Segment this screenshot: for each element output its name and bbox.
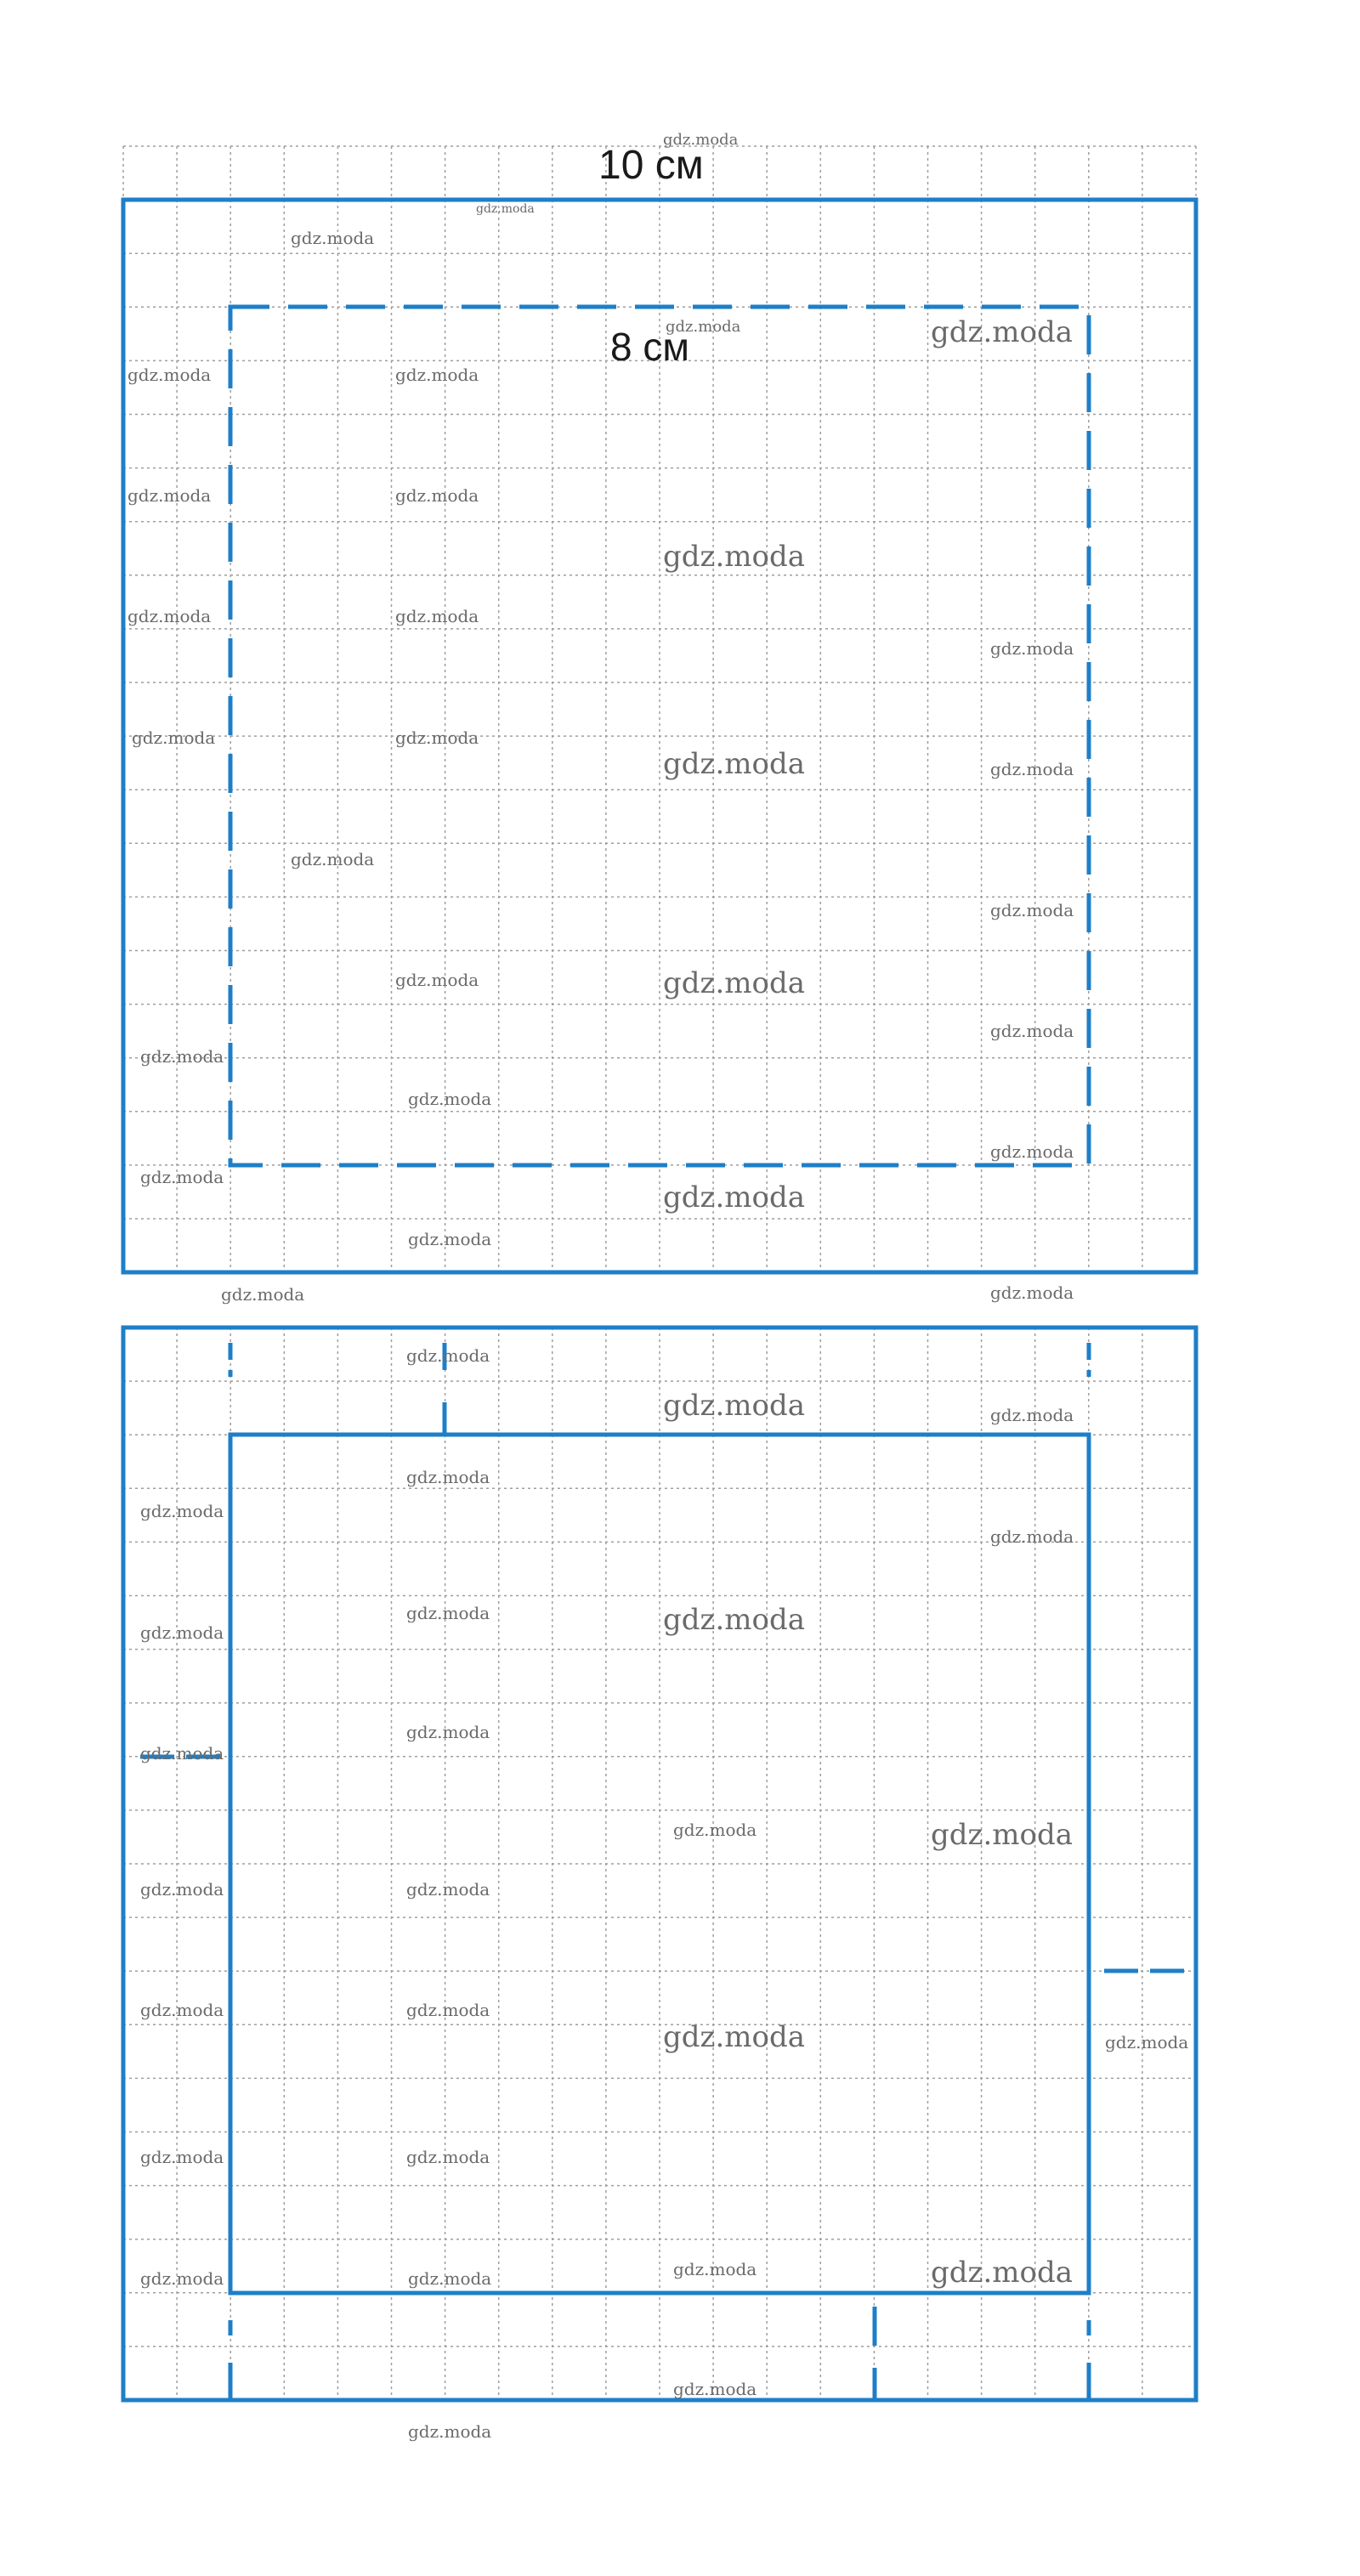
- watermark-text: gdz.moda: [663, 1180, 805, 1214]
- watermark-text: gdz.moda: [663, 966, 805, 1000]
- watermark-text: gdz.moda: [663, 1603, 805, 1637]
- watermark-text: gdz.moda: [140, 1501, 224, 1521]
- watermark-text: gdz.moda: [406, 1603, 490, 1623]
- watermark-text: gdz.moda: [663, 540, 805, 574]
- watermark-text: gdz.moda: [990, 1282, 1074, 1303]
- watermark-text: gdz.moda: [1105, 2032, 1189, 2052]
- watermark-text: gdz.moda: [408, 2268, 492, 2289]
- watermark-text: gdz.moda: [395, 606, 479, 626]
- watermark-text: gdz.moda: [395, 728, 479, 748]
- watermark-text: gdz.moda: [673, 1820, 757, 1840]
- outer-side-label: 10 см: [598, 143, 704, 188]
- watermark-text: gdz.moda: [128, 485, 212, 506]
- grid-paper-bottom: [123, 1328, 1196, 2400]
- watermark-text: gdz.moda: [990, 1021, 1074, 1041]
- border-cut-marks: [140, 1343, 1196, 2400]
- inner-side-label: 8 см: [610, 325, 689, 369]
- watermark-text: gdz.moda: [408, 1089, 492, 1109]
- watermark-text: gdz.moda: [140, 1743, 224, 1764]
- watermark-text: gdz.moda: [140, 1622, 224, 1643]
- watermark-text: gdz.moda: [132, 728, 216, 748]
- watermark-text: gdz.moda: [990, 759, 1074, 779]
- watermark-text: gdz.moda: [140, 2000, 224, 2020]
- watermark-text: gdz.moda: [990, 900, 1074, 920]
- watermark-text: gdz.moda: [221, 1284, 305, 1305]
- watermark-text: gdz.moda: [395, 485, 479, 506]
- watermark-text: gdz.moda: [990, 1141, 1074, 1162]
- watermark-text: gdz.moda: [140, 1879, 224, 1899]
- watermark-text: gdz.moda: [406, 2000, 490, 2020]
- watermark-text: gdz.moda: [663, 131, 739, 149]
- watermark-text: gdz.moda: [395, 365, 479, 385]
- watermark-text: gdz.moda: [663, 1389, 805, 1423]
- watermark-text: gdz.moda: [476, 202, 535, 216]
- watermark-text: gdz.moda: [673, 2379, 757, 2399]
- watermark-text: gdz.moda: [406, 1879, 490, 1899]
- watermark-text: gdz.moda: [291, 849, 375, 869]
- watermark-text: gdz.moda: [408, 2421, 492, 2442]
- watermark-text: gdz.moda: [406, 1722, 490, 1742]
- watermark-text: gdz.moda: [406, 1467, 490, 1487]
- watermark-text: gdz.moda: [931, 315, 1073, 349]
- watermark-text: gdz.moda: [663, 747, 805, 781]
- watermark-text: gdz.moda: [128, 365, 212, 385]
- watermark-text: gdz.moda: [291, 228, 375, 248]
- watermark-text: gdz.moda: [990, 1526, 1074, 1547]
- watermark-text: gdz.moda: [673, 2259, 757, 2279]
- watermark-text: gdz.moda: [931, 2256, 1073, 2290]
- watermark-text: gdz.moda: [406, 1345, 490, 1366]
- watermark-text: gdz.moda: [990, 1405, 1074, 1425]
- watermark-text: gdz.moda: [931, 1818, 1073, 1852]
- watermark-layer: [128, 131, 1188, 2442]
- watermark-text: gdz.moda: [395, 970, 479, 990]
- watermark-text: gdz.moda: [128, 606, 212, 626]
- watermark-text: gdz.moda: [666, 318, 741, 336]
- watermark-text: gdz.moda: [408, 1229, 492, 1249]
- watermark-text: gdz.moda: [406, 2147, 490, 2167]
- watermark-text: gdz.moda: [990, 638, 1074, 659]
- watermark-text: gdz.moda: [140, 1167, 224, 1187]
- watermark-text: gdz.moda: [663, 2020, 805, 2054]
- watermark-text: gdz.moda: [140, 2147, 224, 2167]
- watermark-text: gdz.moda: [140, 1046, 224, 1067]
- watermark-text: gdz.moda: [140, 2268, 224, 2289]
